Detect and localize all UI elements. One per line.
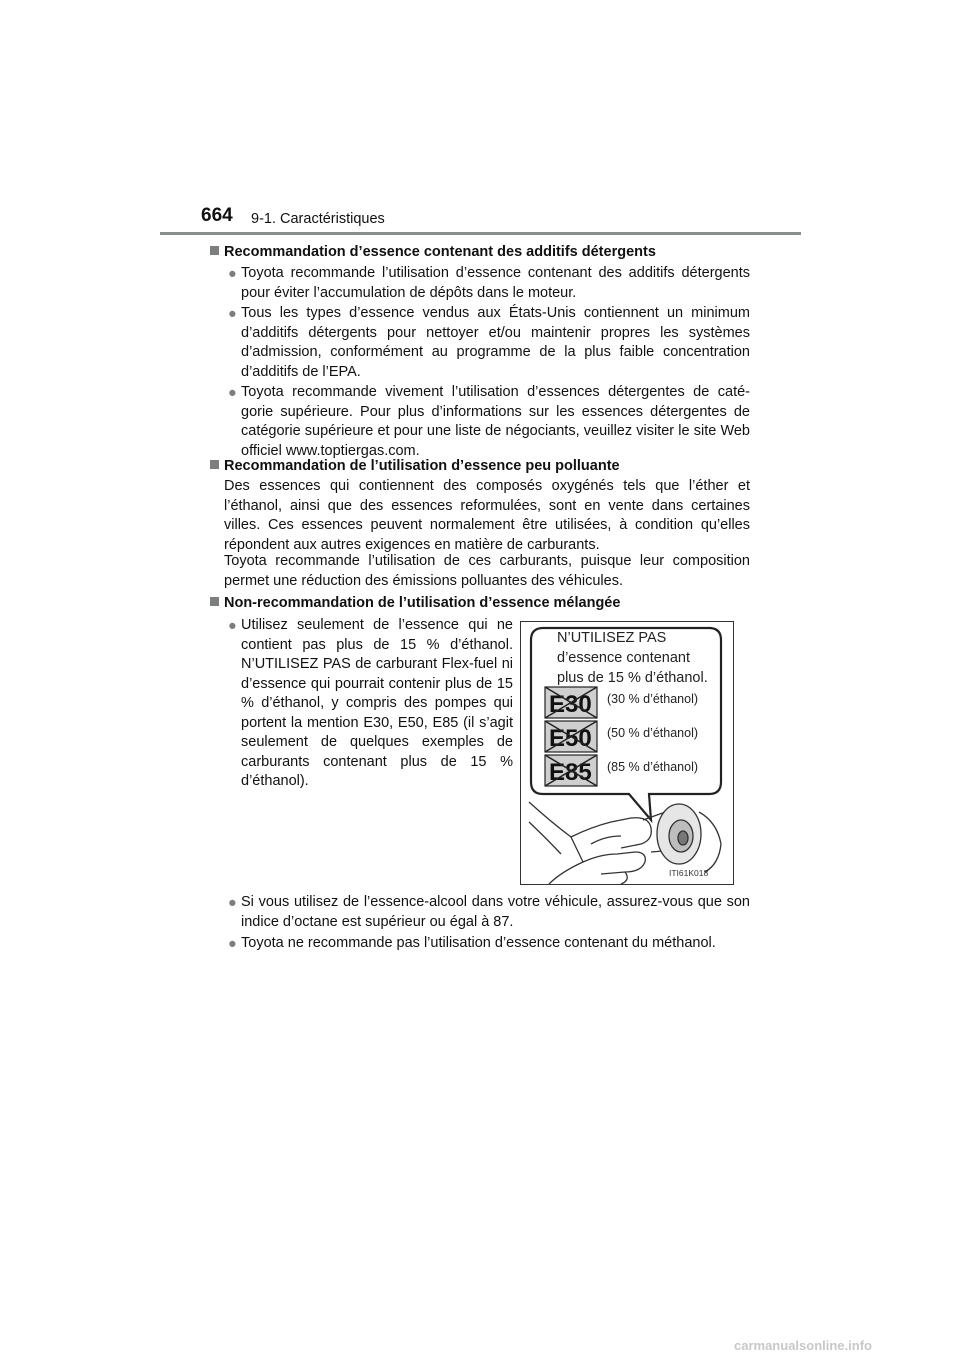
square-bullet-icon	[210, 460, 219, 469]
section-title: 9-1. Caractéristiques	[251, 211, 385, 227]
square-bullet-icon	[210, 246, 219, 255]
e50-label	[545, 721, 597, 752]
bullet-text: Toyota ne recommande pas l’utilisation d’essence contenant du méthanol.	[241, 935, 716, 951]
circle-bullet-icon: ●	[228, 385, 237, 401]
e85-label	[545, 755, 597, 786]
body-paragraph: Toyota recommande l’utilisation de ces carburants, puisque leur composition permet une réduction des émissions polluantes des véhicules.	[224, 553, 750, 589]
e30-label	[545, 687, 597, 718]
warning-line: d’essence contenant	[557, 650, 691, 666]
circle-bullet-icon: ●	[228, 895, 237, 911]
e50-description: (50 % d’éthanol)	[607, 726, 699, 740]
watermark: carmanualsonline.info	[734, 1338, 872, 1353]
circle-bullet-icon: ●	[228, 618, 237, 634]
header-rule	[160, 232, 801, 235]
bullet-text: Utilisez seulement de l’essence qui ne contient pas plus de 15 % d’éthanol. N’UTILISEZ PAS de carburant Flex-fuel ni d’essence qui pourrait contenir plus de 15 % d’éthanol, y compris des pompes qui portent la mention E30, E50, E85 (il s’agit seulement de quelques exemples de carburants contenant plus de 15 % d’éthanol).	[241, 617, 513, 789]
warning-line: plus de 15 % d’éthanol.	[557, 670, 708, 686]
figure-id: ITI61K018	[669, 868, 709, 878]
e30-description: (30 % d’éthanol)	[607, 692, 699, 706]
bullet-text: Toyota recommande l’utilisation d’essence contenant des additifs détergents pour éviter l’accumulation de dépôts dans le moteur.	[241, 265, 750, 301]
heading-blended-fuel: Non-recommandation de l’utilisation d’essence mélangée	[210, 593, 620, 613]
heading-low-pollution: Recommandation de l’utilisation d’essence peu polluante	[210, 456, 620, 476]
svg-text:E30: E30	[549, 691, 592, 718]
circle-bullet-icon: ●	[228, 266, 237, 282]
circle-bullet-icon: ●	[228, 936, 237, 952]
fuel-warning-figure	[520, 621, 734, 885]
heading-detergent: Recommandation d’essence contenant des additifs détergents	[210, 242, 656, 262]
square-bullet-icon	[210, 597, 219, 606]
svg-text:E85: E85	[549, 759, 592, 786]
body-paragraph: Des essences qui contiennent des composés oxygénés tels que l’éther et l’éthanol, ainsi que des essences reformulées, sont en vente dans certaines villes. Ces essences peuvent normalement être utilisées, à condition qu’elles répondent aux autres exigences en matière de carburants.	[224, 478, 750, 553]
warning-line: N’UTILISEZ PAS	[557, 630, 667, 646]
e85-description: (85 % d’éthanol)	[607, 760, 699, 774]
svg-text:E50: E50	[549, 725, 592, 752]
page-number: 664	[201, 205, 233, 226]
bullet-text: Si vous utilisez de l’essence-alcool dans votre véhicule, assurez-vous que son indice d’octane est supérieur ou égal à 87.	[241, 894, 750, 930]
bullet-text: Toyota recommande vivement l’utilisation d’essences détergentes de caté-gorie supérieure. Pour plus d’informations sur les essences détergentes de catégorie supérieure et pour une liste de négociants, veuillez visiter le site Web officiel www.toptiergas.com.	[241, 384, 750, 459]
circle-bullet-icon: ●	[228, 306, 237, 322]
bullet-text: Tous les types d’essence vendus aux États-Unis contiennent un minimum d’additifs détergents pour nettoyer et/ou maintenir propres les systèmes d’admission, conformément au programme de la plus faible concentration d’additifs de l’EPA.	[241, 305, 750, 380]
